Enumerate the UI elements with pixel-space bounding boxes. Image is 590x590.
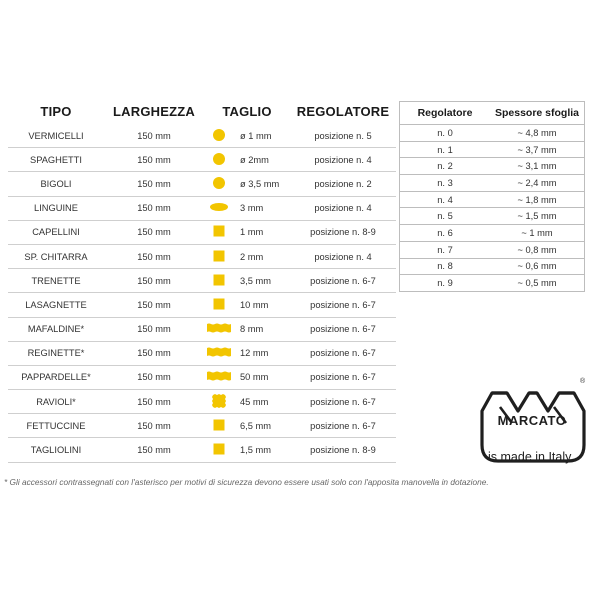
brand-name: MARCATO [497,413,567,428]
roller-number: n. 2 [400,158,491,175]
table-row [8,148,396,172]
pasta-roller-setting: posizione n. 5 [290,124,396,148]
table-row [8,438,396,462]
pasta-width: 150 mm [104,390,204,414]
sheet-thickness: ~ 3,1 mm [490,158,585,175]
pasta-cut-table-body [8,124,396,462]
pasta-width: 150 mm [104,172,204,196]
pasta-roller-setting: posizione n. 4 [290,148,396,172]
sheet-thickness: ~ 0,5 mm [490,275,585,292]
pasta-cut-size: 1 mm [240,227,264,238]
sheet-thickness: ~ 0,8 mm [490,241,585,258]
pasta-cut [204,244,290,268]
pasta-type: LASAGNETTE [8,293,104,317]
pasta-width: 150 mm [104,148,204,172]
pasta-cut-size: ø 3,5 mm [240,178,280,189]
pasta-cut [204,269,290,293]
pasta-cut-size: 3,5 mm [240,275,271,286]
pasta-cut [204,317,290,341]
pasta-cut [204,438,290,462]
pasta-cut-size: 12 mm [240,348,269,359]
square-icon [204,443,234,457]
sheet-thickness: ~ 1,5 mm [490,208,585,225]
pasta-width: 150 mm [104,438,204,462]
pasta-cut [204,341,290,365]
pasta-type: MAFALDINE* [8,317,104,341]
table-row [8,414,396,438]
table-row [8,293,396,317]
pasta-type: TRENETTE [8,269,104,293]
roller-number: n. 3 [400,175,491,192]
table-row [400,158,585,175]
wavy-ribbon-icon [204,323,234,335]
pasta-cut-size: ø 2mm [240,154,269,165]
table-row [8,124,396,148]
sheet-thickness: ~ 1,8 mm [490,191,585,208]
pasta-cut-size: 50 mm [240,372,269,383]
pasta-type: SPAGHETTI [8,148,104,172]
circle-icon [204,128,234,144]
square-icon [204,250,234,264]
table-row [8,317,396,341]
pasta-cut-size: 6,5 mm [240,420,271,431]
pasta-cut [204,293,290,317]
roller-number: n. 9 [400,275,491,292]
pasta-width: 150 mm [104,220,204,244]
pasta-cut-size: 3 mm [240,203,264,214]
pasta-roller-setting: posizione n. 8-9 [290,220,396,244]
pasta-roller-setting: posizione n. 2 [290,172,396,196]
pasta-cut [204,124,290,148]
pasta-type: LINGUINE [8,196,104,220]
table-row [8,244,396,268]
pasta-width: 150 mm [104,317,204,341]
pasta-cut [204,148,290,172]
pasta-cut-size: 1,5 mm [240,445,271,456]
header-tipo: TIPO [40,103,72,119]
pasta-width: 150 mm [104,244,204,268]
pasta-type: VERMICELLI [8,124,104,148]
pasta-roller-setting: posizione n. 6-7 [290,317,396,341]
ellipse-icon [204,202,234,214]
pasta-width: 150 mm [104,196,204,220]
pasta-cut [204,390,290,414]
pasta-cut [204,414,290,438]
wavy-ribbon-icon [204,371,234,383]
pasta-cut [204,172,290,196]
sheet-thickness: ~ 4,8 mm [490,125,585,142]
pasta-cut-table-header [8,98,396,124]
pasta-cut [204,220,290,244]
pasta-roller-setting: posizione n. 6-7 [290,365,396,389]
table-row [400,141,585,158]
pasta-roller-setting: posizione n. 6-7 [290,414,396,438]
pasta-cut-size: 10 mm [240,299,269,310]
roller-number: n. 4 [400,191,491,208]
header-taglio: TAGLIO [222,103,272,119]
square-icon [204,274,234,288]
table-row [8,172,396,196]
sheet-thickness: ~ 1 mm [490,225,585,242]
table-row [8,220,396,244]
square-icon [204,419,234,433]
header-larghezza: LARGHEZZA [113,103,195,119]
table-row [8,365,396,389]
roller-number: n. 0 [400,125,491,142]
footnote: * Gli accessori contrassegnati con l'asterisco per motivi di sicurezza devono essere usati solo con l'apposita manovella in dotazione. [4,477,489,487]
circle-icon [204,176,234,192]
registered-mark: ® [580,378,586,385]
thickness-table [399,101,585,292]
pasta-cut-size: 8 mm [240,324,264,335]
table-row [400,175,585,192]
table-row [400,125,585,142]
table-row [8,390,396,414]
brand-tagline: is made in Italy [488,450,572,464]
sheet-thickness: ~ 3,7 mm [490,141,585,158]
pasta-cut [204,196,290,220]
table-row [400,191,585,208]
sheet-thickness: ~ 0,6 mm [490,258,585,275]
circle-icon [204,152,234,168]
pasta-width: 150 mm [104,365,204,389]
pasta-type: TAGLIOLINI [8,438,104,462]
pasta-type: BIGOLI [8,172,104,196]
thickness-table-body [400,125,585,292]
roller-number: n. 6 [400,225,491,242]
table-row [8,269,396,293]
pasta-roller-setting: posizione n. 6-7 [290,390,396,414]
pasta-roller-setting: posizione n. 4 [290,196,396,220]
sheet-thickness: ~ 2,4 mm [490,175,585,192]
pasta-type: CAPELLINI [8,220,104,244]
pasta-width: 150 mm [104,414,204,438]
thickness-table-header [400,102,585,125]
square-icon [204,225,234,239]
pasta-cut-table [8,98,396,463]
pasta-type: SP. CHITARRA [8,244,104,268]
header-regolatore: REGOLATORE [296,103,390,119]
pasta-roller-setting: posizione n. 4 [290,244,396,268]
pasta-width: 150 mm [104,269,204,293]
pasta-roller-setting: posizione n. 6-7 [290,293,396,317]
header-regolatore-setting: Regolatore [417,107,473,119]
pasta-type: PAPPARDELLE* [8,365,104,389]
pasta-type: FETTUCCINE [8,414,104,438]
table-row [8,341,396,365]
header-spessore-sfoglia: Spessore sfoglia [494,107,580,119]
pasta-roller-setting: posizione n. 6-7 [290,269,396,293]
pasta-cut-size: ø 1 mm [240,130,272,141]
pasta-type: RAVIOLI* [8,390,104,414]
table-row [400,275,585,292]
table-row [400,208,585,225]
table-row [8,196,396,220]
pasta-type: REGINETTE* [8,341,104,365]
roller-number: n. 1 [400,141,491,158]
square-icon [204,298,234,312]
pasta-roller-setting: posizione n. 6-7 [290,341,396,365]
roller-number: n. 7 [400,241,491,258]
pasta-width: 150 mm [104,124,204,148]
ravioli-icon [204,394,234,410]
table-row [400,258,585,275]
roller-number: n. 5 [400,208,491,225]
roller-number: n. 8 [400,258,491,275]
pasta-width: 150 mm [104,341,204,365]
pasta-cut-size: 2 mm [240,251,264,262]
table-row [400,241,585,258]
pasta-width: 150 mm [104,293,204,317]
pasta-cut-size: 45 mm [240,396,269,407]
pasta-roller-setting: posizione n. 8-9 [290,438,396,462]
table-row [400,225,585,242]
wavy-ribbon-icon [204,347,234,359]
pasta-cut [204,365,290,389]
